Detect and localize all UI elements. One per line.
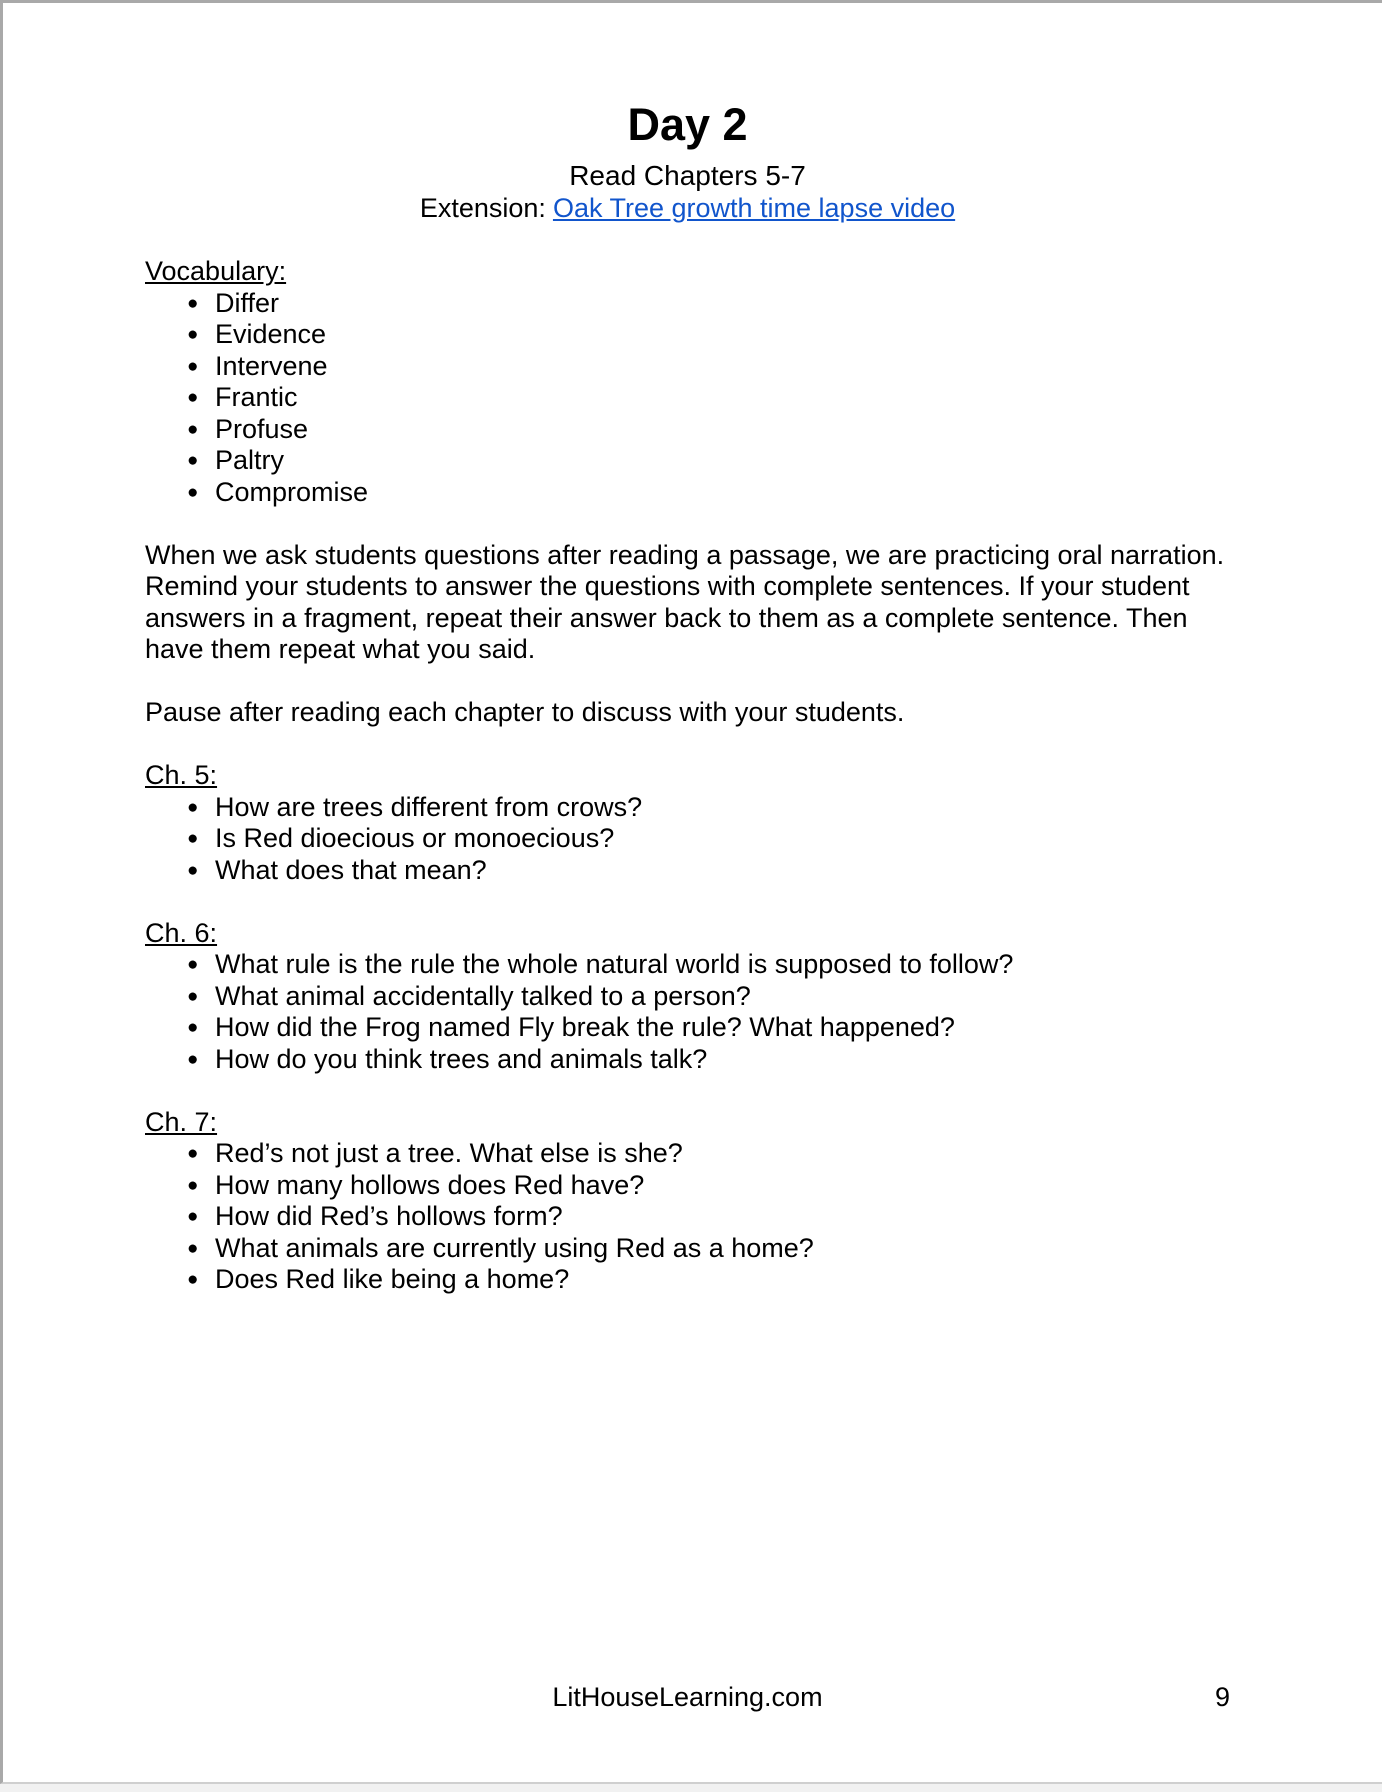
extension-line	[145, 193, 1230, 225]
vocabulary-heading: Vocabulary:	[145, 256, 287, 286]
chapter-heading: Ch. 7:	[145, 1106, 218, 1137]
bullet-icon: ●	[187, 1048, 199, 1070]
question-text: Is Red dioecious or monoecious?	[215, 823, 615, 853]
chapter-question-list	[145, 1138, 1230, 1296]
question-text: What rule is the rule the whole natural world is supposed to follow?	[215, 949, 1014, 979]
bullet-icon: ●	[187, 324, 199, 345]
vocabulary-item	[145, 414, 1230, 446]
question-text: How are trees different from crows?	[215, 791, 643, 822]
bullet-icon: ●	[187, 418, 199, 440]
bullet-icon: ●	[187, 1143, 199, 1164]
bullet-icon: ●	[187, 828, 199, 849]
chapter-section	[145, 760, 1230, 886]
chapter-question	[145, 1201, 1230, 1233]
vocabulary-item	[145, 445, 1230, 477]
vocabulary-word: Differ	[215, 287, 280, 318]
bullet-icon: ●	[187, 1174, 199, 1196]
vocabulary-word: Frantic	[215, 382, 298, 412]
question-text: How many hollows does Red have?	[215, 1169, 645, 1200]
bullet-icon: ●	[187, 355, 199, 377]
chapter-question	[145, 1170, 1230, 1202]
question-text: How did Red’s hollows form?	[215, 1201, 563, 1231]
chapter-question	[145, 1012, 1230, 1044]
vocabulary-item	[145, 319, 1230, 351]
page-content	[145, 3, 1230, 1296]
bullet-icon: ●	[187, 387, 199, 408]
chapter-question	[145, 855, 1230, 887]
bullet-icon: ●	[187, 1017, 199, 1038]
vocabulary-word: Evidence	[215, 319, 327, 349]
bullet-icon: ●	[187, 450, 199, 471]
vocabulary-item	[145, 477, 1230, 509]
page-title: Day 2	[627, 99, 748, 150]
vocabulary-word: Intervene	[215, 350, 328, 381]
vocabulary-list	[145, 288, 1230, 509]
vocabulary-item	[145, 382, 1230, 414]
bullet-icon: ●	[187, 1237, 199, 1259]
question-text: How did the Frog named Fly break the rule? What happened?	[215, 1012, 955, 1042]
question-text: Does Red like being a home?	[215, 1264, 570, 1294]
vocabulary-item	[145, 351, 1230, 383]
chapter-question	[145, 1138, 1230, 1170]
footer-site-name: LitHouseLearning.com	[552, 1682, 823, 1712]
chapter-question	[145, 1233, 1230, 1265]
bullet-icon: ●	[187, 985, 199, 1007]
pause-note: Pause after reading each chapter to discuss with your students.	[145, 697, 905, 727]
footer-page-number: 9	[1214, 1682, 1230, 1712]
bullet-icon: ●	[187, 796, 199, 818]
chapter-section	[145, 918, 1230, 1076]
chapter-question	[145, 949, 1230, 981]
question-text: Red’s not just a tree. What else is she?	[215, 1138, 683, 1168]
bullet-icon: ●	[187, 1206, 199, 1227]
vocabulary-word: Compromise	[215, 476, 369, 507]
page-footer	[145, 1682, 1230, 1714]
bullet-icon: ●	[187, 292, 199, 314]
chapter-section	[145, 1107, 1230, 1296]
chapter-question-list	[145, 792, 1230, 887]
question-text: How do you think trees and animals talk?	[215, 1043, 708, 1074]
extension-video-link[interactable]: Oak Tree growth time lapse video	[552, 193, 956, 223]
vocabulary-word: Paltry	[215, 445, 285, 475]
chapter-question	[145, 1044, 1230, 1076]
chapter-heading: Ch. 5:	[145, 760, 218, 790]
chapter-question	[145, 981, 1230, 1013]
bullet-icon: ●	[187, 954, 199, 975]
bullet-icon: ●	[187, 859, 199, 881]
vocabulary-word: Profuse	[215, 413, 309, 444]
chapter-question-list	[145, 949, 1230, 1075]
vocabulary-item	[145, 288, 1230, 320]
question-text: What does that mean?	[215, 854, 487, 885]
extension-label: Extension:	[419, 193, 546, 223]
chapter-sections	[145, 760, 1230, 1296]
bullet-icon: ●	[187, 481, 199, 503]
chapter-question	[145, 792, 1230, 824]
question-text: What animal accidentally talked to a person?	[215, 980, 751, 1011]
question-text: What animals are currently using Red as a home?	[215, 1232, 814, 1263]
reading-assignment: Read Chapters 5-7	[569, 160, 806, 191]
chapter-heading: Ch. 6:	[145, 917, 218, 948]
chapter-question	[145, 1264, 1230, 1296]
bullet-icon: ●	[187, 1269, 199, 1290]
oral-narration-paragraph: When we ask students questions after reading a passage, we are practicing oral narration. Remind your students to answer the questions with complete sentences. If your student answers in a fragment, repeat their answer back to them as a complete sentence. Then have them repeat what you said.	[145, 539, 1225, 664]
chapter-question	[145, 823, 1230, 855]
